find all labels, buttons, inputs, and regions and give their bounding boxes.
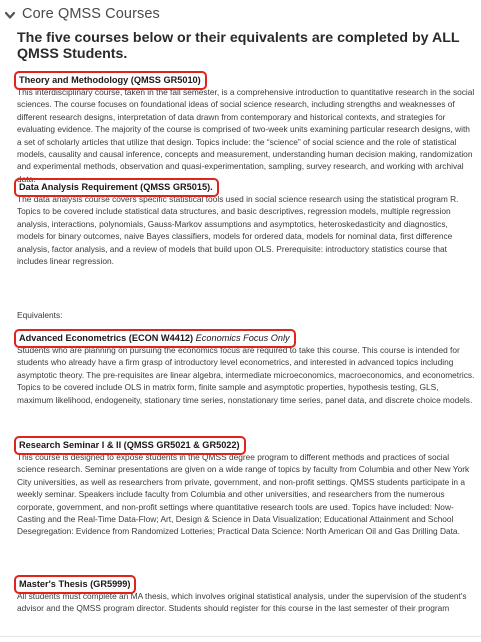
- equivalents-label: Equivalents:: [17, 310, 63, 320]
- course-description: Students who are planning on pursuing the economics focus are required to take this course. This course is intended for students who already have a firm grasp of introductory level econometrics, and interested in advanced topics including asymptotic theory. The pre-requisites are linear algebra, intermediate microeconomics, macroeconomics, and econometrics. Topics to be covered include OLS in matrix form, finite sample and asymptotic properties, hypothesis testing, GLS, maximum likelihood, endogeneity, stationary time series, nonstationary time series, panel data, and discrete choice models.: [17, 345, 475, 405]
- course-theory-methodology: [17, 70, 475, 185]
- course-masters-thesis: [17, 574, 475, 615]
- course-description: This course is designed to expose students in the QMSS degree program to different methods and practices of social science research. Seminar presentations are given on a wide range of topics by faculty from Columbia and other New York City universities, as well as researchers from private, government, and non-profit settings. QMSS students participate in a weekly seminar. Speakers include faculty from Columbia and other universities, and researchers from the numerous corporate, government, and non-profit settings where quantitative research tools are used. Topics have included: Now-Casting and the Real-Time Data-Flow; Art, Design & Science in Data Visualization; Educational Attainment and School Desegregation: Evidence from Randomized Lotteries; Practical Data Science: North American Oil and Gas Drilling Data.: [17, 452, 470, 537]
- course-title-highlighted: [14, 436, 246, 455]
- divider: [0, 636, 481, 637]
- course-title-highlighted: [14, 329, 296, 348]
- chevron-down-icon: [4, 8, 16, 20]
- accordion-title: Core QMSS Courses: [22, 6, 160, 22]
- course-title-text: Research Seminar I & II (QMSS GR5021 & GR5022): [19, 440, 240, 450]
- course-title-highlighted: [14, 178, 219, 197]
- course-title-text: Master's Thesis (GR5999): [19, 579, 131, 589]
- course-title-highlighted: [14, 575, 136, 594]
- course-focus-note: Economics Focus Only: [195, 333, 290, 343]
- course-title-highlighted: [14, 71, 207, 90]
- section-intro-heading: The five courses below or their equivalents are completed by ALL QMSS Students.: [17, 30, 460, 62]
- course-title-text: Data Analysis Requirement (QMSS GR5015).: [19, 182, 213, 192]
- course-description: The data analysis course covers specific statistical tools used in social science research using the statistical program R. Topics to be covered include statistical data structures, and basic descriptives, regression models, multiple regression analysis, interactions, polynomials, Gauss-Markov assumptions and asymptotics, heteroskedasticity and diagnostics, models for binary outcomes, naive Bayes classifiers, models for ordered data, models for nominal data, first difference analysis, factor analysis, and a review of models that build upon OLS. Prerequisite: introductory statistics course that includes linear regression.: [17, 194, 459, 267]
- course-title-text: Advanced Econometrics (ECON W4412): [19, 333, 194, 343]
- course-description: All students must complete an MA thesis, which involves original statistical analysis, under the supervision of the student's advisor and the QMSS program director. Students should register for this course in the last semester of their program: [17, 591, 467, 614]
- course-title-text: Theory and Methodology (QMSS GR5010): [19, 75, 201, 85]
- accordion-toggle[interactable]: [4, 4, 160, 24]
- course-research-seminar: [17, 435, 475, 538]
- course-description: This interdisciplinary course, taken in the fall semester, is a comprehensive introduction to quantitative research in the social sciences. The course focuses on foundational ideas of social science research, including strengths and weaknesses of different research designs, interpretation of data drawn from contemporary and historical contexts, and strategies for evaluating evidence. The majority of the course is comprised of two-week units examining particular research designs, with a set of scholarly articles that utilize that design. Topics include: the “science” of social science and the role of statistical models, causality and causal inference, concepts and measurement, understanding human decision making, randomization and experimental methods, observation and quasi-experimentation, sampling, survey research, and working with archival data.: [17, 87, 475, 184]
- course-advanced-econometrics: [17, 328, 475, 406]
- course-data-analysis: [17, 177, 475, 267]
